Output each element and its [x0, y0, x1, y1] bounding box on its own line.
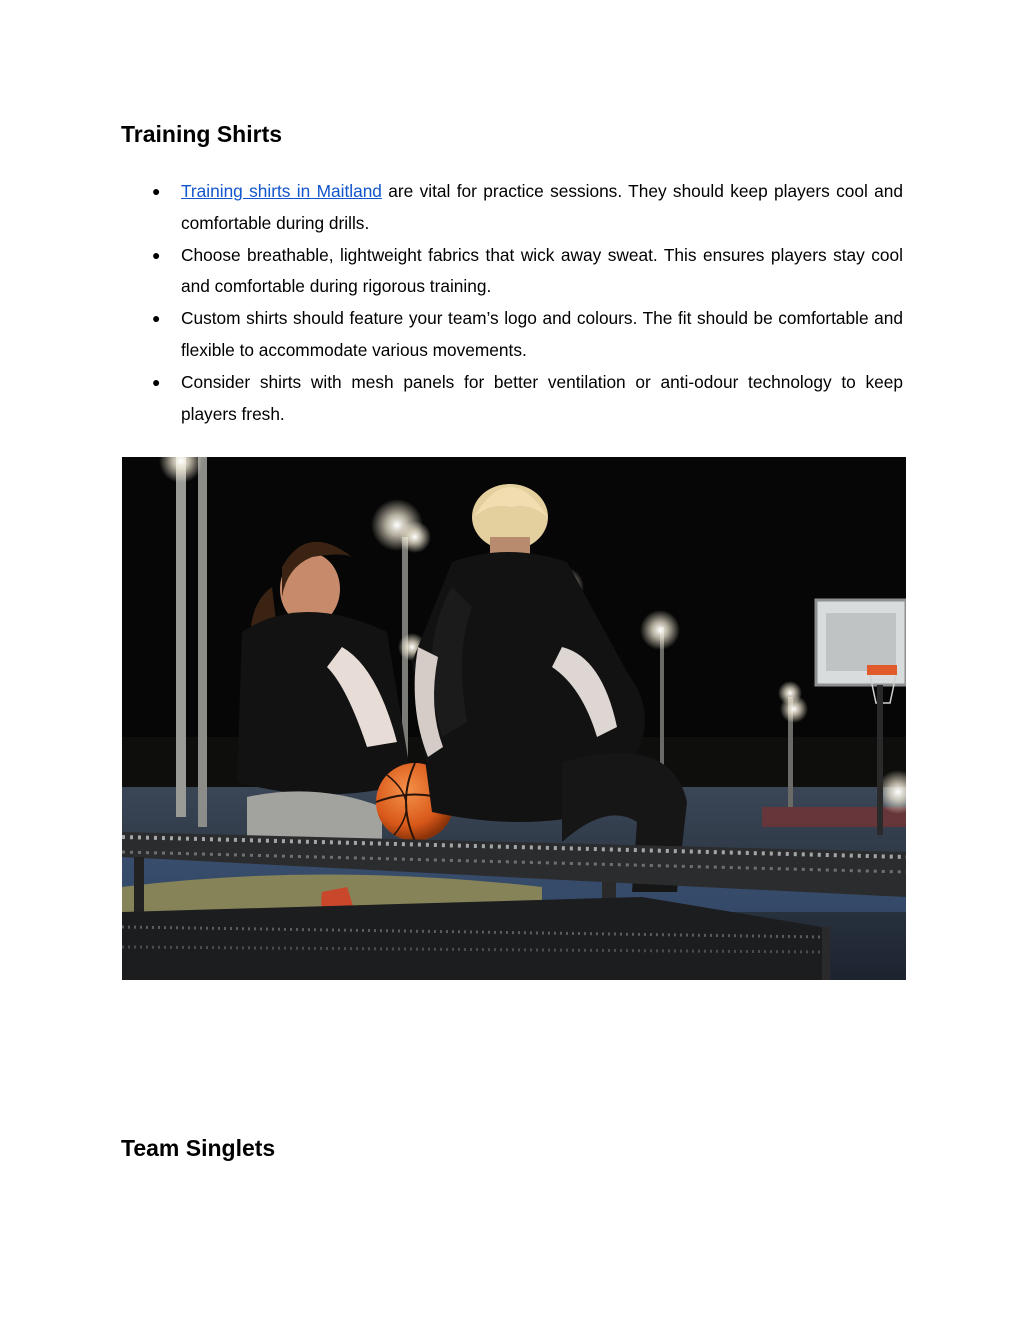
bullet-item-3 [121, 303, 903, 367]
bullet-text: are vital for practice sessions. They should keep players cool and comfortable during drills. [181, 181, 903, 233]
bullet-icon: ● [152, 373, 161, 390]
basketball-players-photo [122, 457, 906, 980]
training-shirts-maitland-link[interactable]: Training shirts in Maitland [181, 181, 382, 201]
bullet-item-4 [121, 367, 903, 431]
bullet-item-2 [121, 240, 903, 304]
training-shirts-bullet-list [121, 176, 903, 430]
section-heading-training-shirts: Training Shirts [121, 121, 283, 147]
bullet-text: Consider shirts with mesh panels for better ventilation or anti-odour technology to keep players fresh. [181, 371, 903, 424]
bullet-text: Custom shirts should feature your team’s logo and colours. The fit should be comfortable and flexible to accommodate various movements. [181, 308, 903, 360]
bullet-item-1 [121, 176, 903, 240]
bullet-icon: ● [152, 310, 161, 327]
section-heading-team-singlets: Team Singlets [121, 1135, 276, 1161]
bullet-icon: ● [152, 183, 161, 199]
photo-illustration [122, 457, 906, 980]
bullet-icon: ● [152, 246, 161, 263]
bullet-text: Choose breathable, lightweight fabrics that wick away sweat. This ensures players stay cool and comfortable during rigorous training. [181, 244, 903, 297]
